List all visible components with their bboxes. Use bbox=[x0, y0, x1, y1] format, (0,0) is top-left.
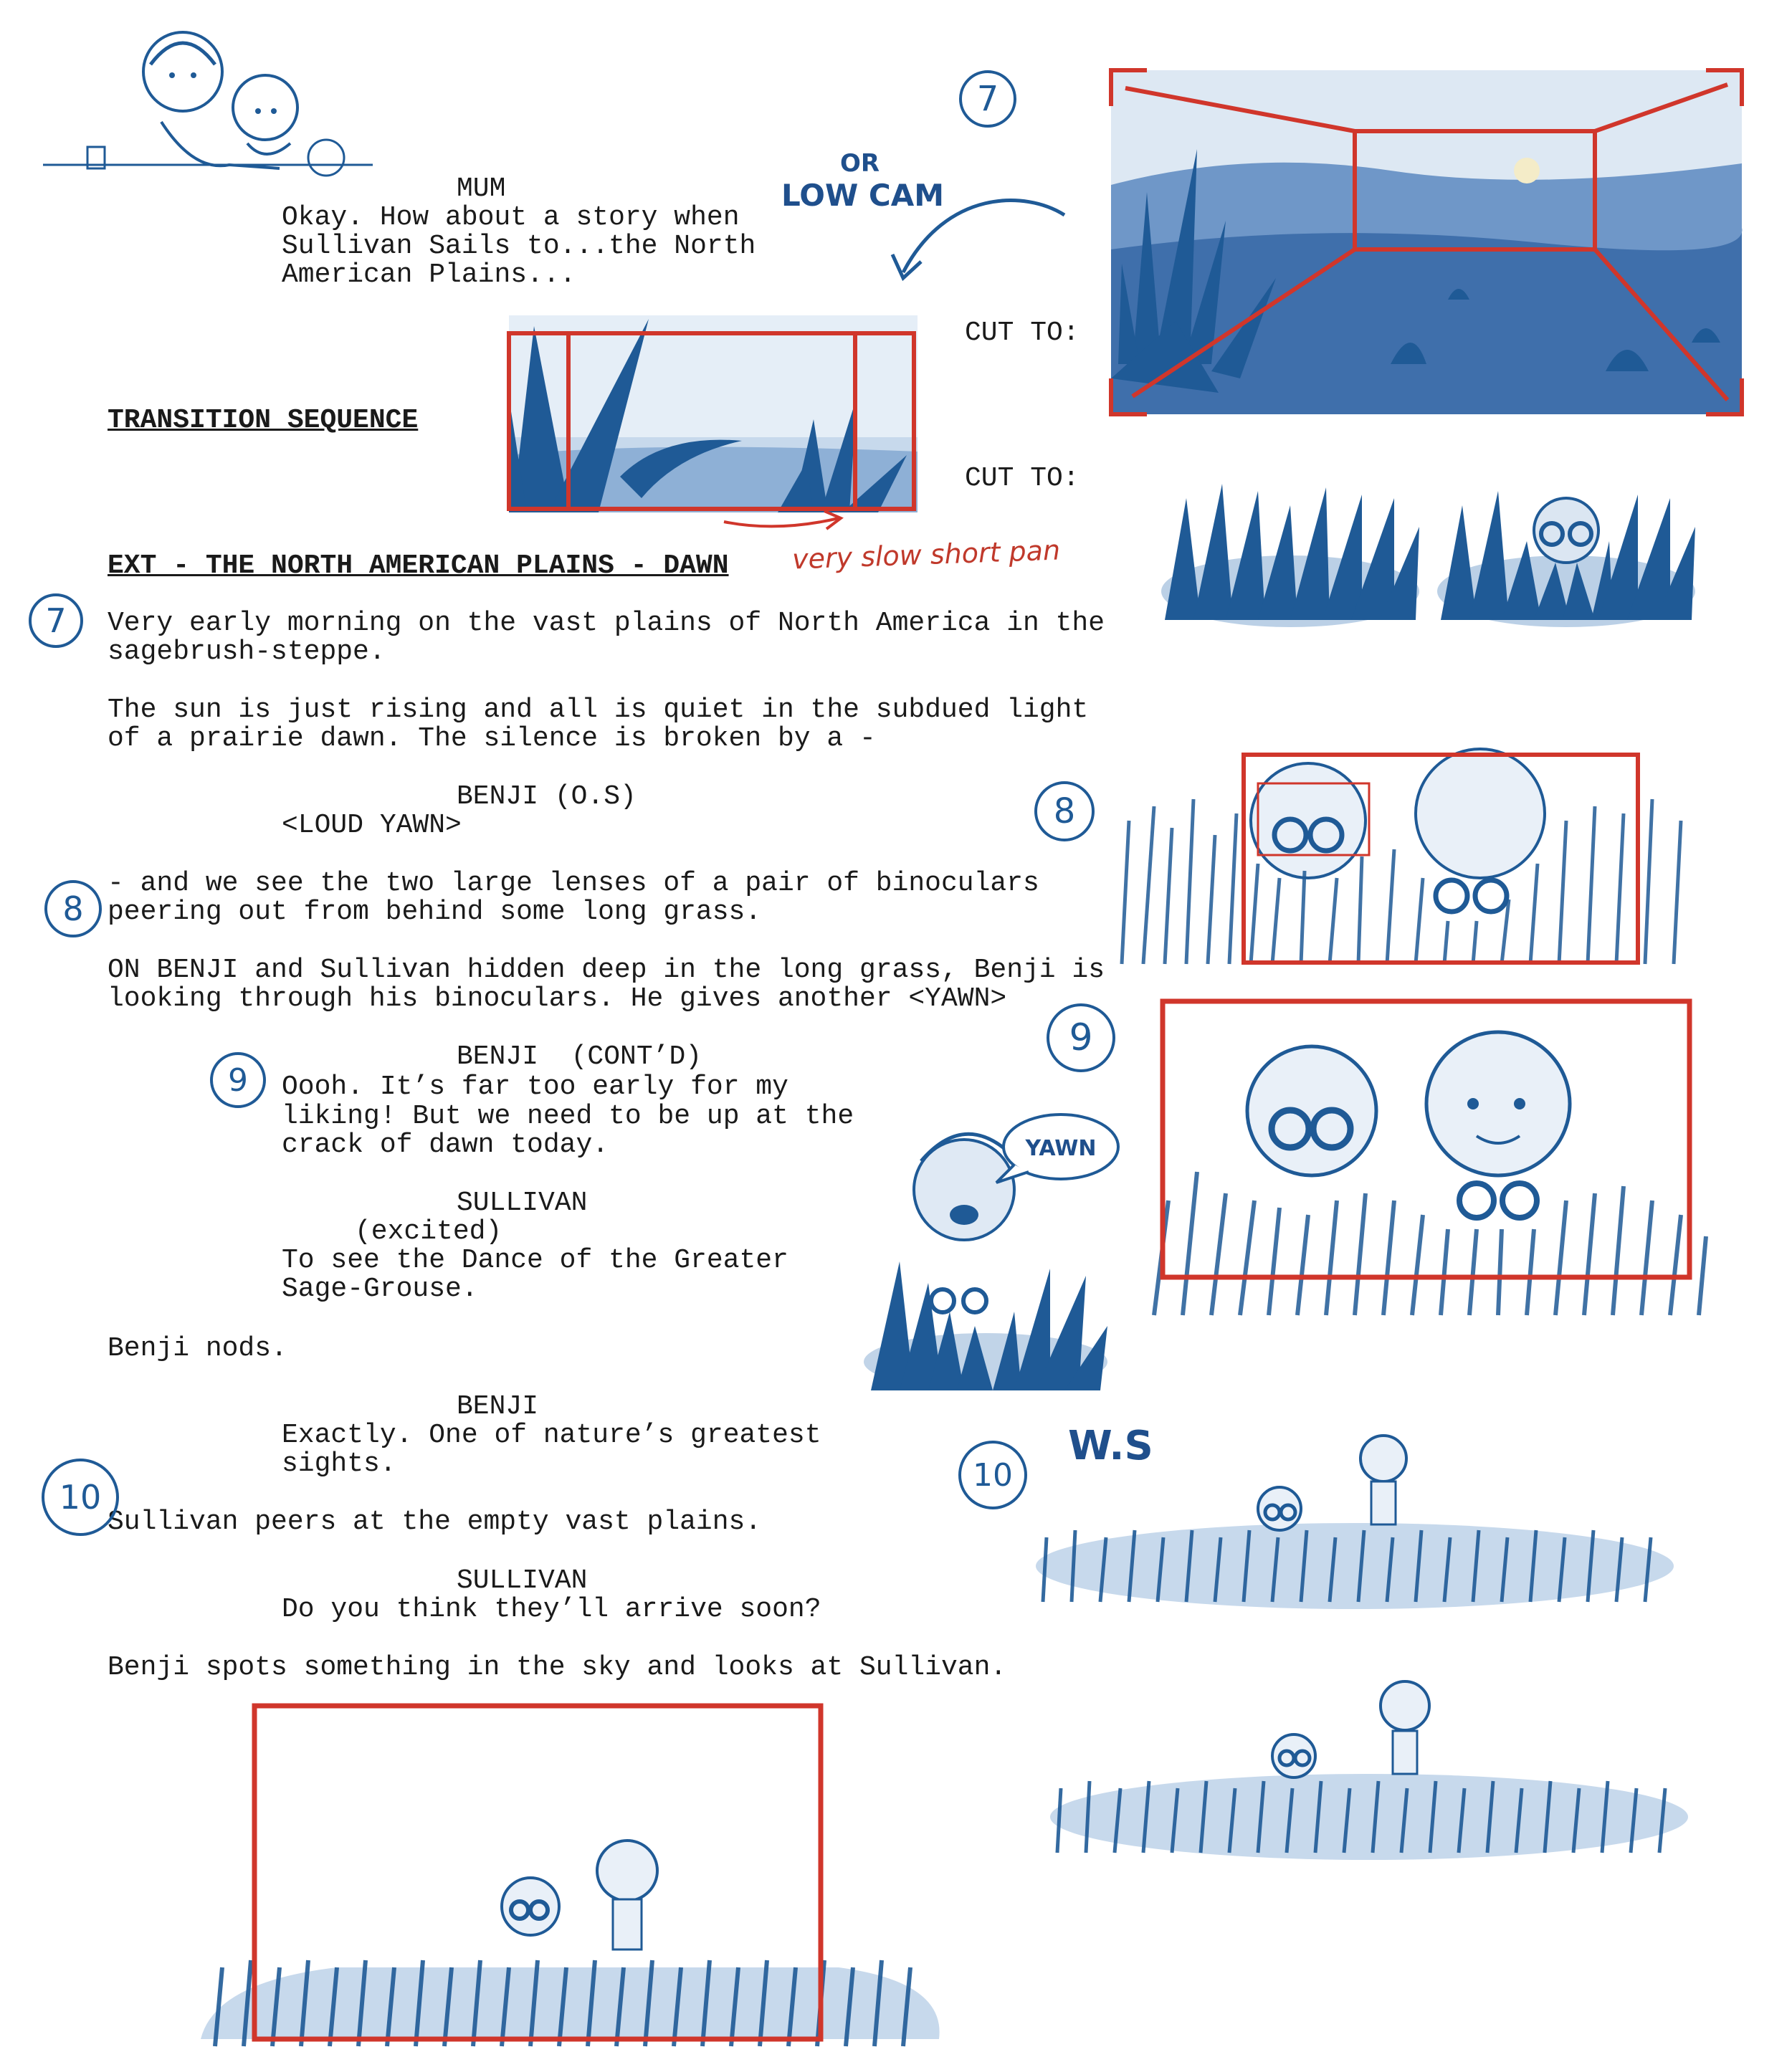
or-note: OR bbox=[840, 149, 880, 178]
dialogue-line: Okay. How about a story when bbox=[282, 202, 740, 233]
storyboard-panel-10b bbox=[1043, 1674, 1695, 1889]
pan-arrow bbox=[720, 507, 849, 536]
mum-and-sullivan-sketch bbox=[43, 22, 380, 215]
transition-heading: TRANSITION SEQUENCE bbox=[108, 405, 419, 436]
action-line: Sullivan peers at the empty vast plains. bbox=[108, 1507, 762, 1537]
dialogue-line: Oooh. It’s far too early for my bbox=[282, 1072, 788, 1102]
dialogue-line: Sage-Grouse. bbox=[282, 1274, 478, 1304]
shot-number-circle: 10 bbox=[958, 1441, 1027, 1509]
ws-note: W.S bbox=[1068, 1423, 1153, 1469]
character-cue-sullivan: SULLIVAN bbox=[457, 1188, 588, 1218]
shot-number-circle: 9 bbox=[210, 1052, 266, 1108]
shot-number-circle: 8 bbox=[1034, 781, 1095, 841]
storyboard-panel-9 bbox=[1140, 985, 1713, 1322]
storyboard-panel-8 bbox=[1115, 735, 1695, 971]
action-line: Benji spots something in the sky and looks at Sullivan. bbox=[108, 1652, 1007, 1683]
action-line: The sun is just rising and all is quiet in the subdued light bbox=[108, 695, 1089, 725]
storyboard-panel-10a bbox=[1029, 1423, 1681, 1638]
character-cue-mum: MUM bbox=[457, 173, 506, 204]
dialogue-line: crack of dawn today. bbox=[282, 1130, 609, 1160]
action-line: looking through his binoculars. He gives another <YAWN> bbox=[108, 983, 1007, 1014]
action-line: Benji nods. bbox=[108, 1333, 287, 1364]
action-line: sagebrush-steppe. bbox=[108, 636, 386, 667]
character-cue-sullivan: SULLIVAN bbox=[457, 1565, 588, 1596]
action-line: - and we see the two large lenses of a pair of binoculars bbox=[108, 868, 1039, 899]
parenthetical: (excited) bbox=[355, 1216, 502, 1247]
bush-panel-a bbox=[1158, 477, 1423, 627]
dialogue-line: liking! But we need to be up at the bbox=[282, 1101, 854, 1132]
action-line: ON BENJI and Sullivan hidden deep in the long grass, Benji is bbox=[108, 955, 1105, 985]
shot-number-circle: 10 bbox=[42, 1459, 119, 1536]
dialogue-line: sights. bbox=[282, 1449, 396, 1479]
transition-panel bbox=[505, 312, 921, 516]
dialogue-line: Sullivan Sails to...the North bbox=[282, 231, 756, 262]
bush-panel-b bbox=[1434, 477, 1699, 627]
character-cue-benji: BENJI bbox=[457, 1391, 539, 1422]
dialogue-line: To see the Dance of the Greater bbox=[282, 1245, 788, 1276]
dialogue-line: American Plains... bbox=[282, 259, 576, 290]
character-cue-benji: BENJI (CONT’D) bbox=[457, 1041, 702, 1072]
action-line: peering out from behind some long grass. bbox=[108, 897, 762, 927]
shot-number-circle: 7 bbox=[959, 70, 1016, 128]
low-cam-note: LOW CAM bbox=[781, 178, 945, 213]
action-line: Very early morning on the vast plains of North America in the bbox=[108, 608, 1105, 639]
yawn-sketch bbox=[857, 1097, 1143, 1398]
character-cue-benji: BENJI (O.S) bbox=[457, 781, 637, 812]
action-line: of a prairie dawn. The silence is broken by a - bbox=[108, 723, 876, 754]
dialogue-line: <LOUD YAWN> bbox=[282, 810, 462, 841]
storyboard-panel-7 bbox=[1104, 63, 1749, 421]
shot-number-circle: 8 bbox=[44, 880, 102, 937]
pan-note: very slow short pan bbox=[791, 534, 1061, 576]
dialogue-line: Do you think they’ll arrive soon? bbox=[282, 1594, 821, 1625]
shot-number-circle: 7 bbox=[29, 593, 83, 648]
cut-to-label: CUT TO: bbox=[965, 318, 1080, 348]
cut-to-label: CUT TO: bbox=[965, 463, 1080, 494]
storyboard-panel-bottom bbox=[194, 1695, 953, 2053]
dialogue-line: Exactly. One of nature’s greatest bbox=[282, 1420, 821, 1451]
shot-number-circle: 9 bbox=[1047, 1003, 1115, 1072]
curved-arrow bbox=[882, 186, 1075, 294]
yawn-text: YAWN bbox=[1025, 1136, 1097, 1161]
scene-heading: EXT - THE NORTH AMERICAN PLAINS - DAWN bbox=[108, 550, 729, 581]
